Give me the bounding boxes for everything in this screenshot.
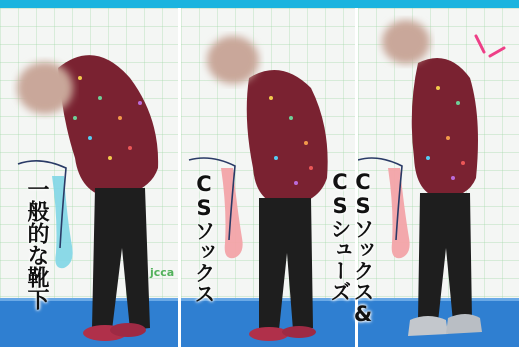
label-cs-socks-line1: CSソックス& [351,170,375,326]
photo-cs-socks-and-shoes [358,8,519,347]
sneaker [408,316,448,336]
top-band [0,0,519,8]
blurred-face [207,36,259,84]
label-regular-socks: 一般的な靴下 [24,178,49,310]
blurred-face [382,20,430,64]
watermark: jcca [150,266,175,279]
panel-cs-socks-and-shoes [358,8,519,347]
blurred-face [17,62,73,114]
label-cs-socks: CSソックス [192,172,216,304]
label-cs-shoes-line2: CSシューズ [328,170,352,302]
